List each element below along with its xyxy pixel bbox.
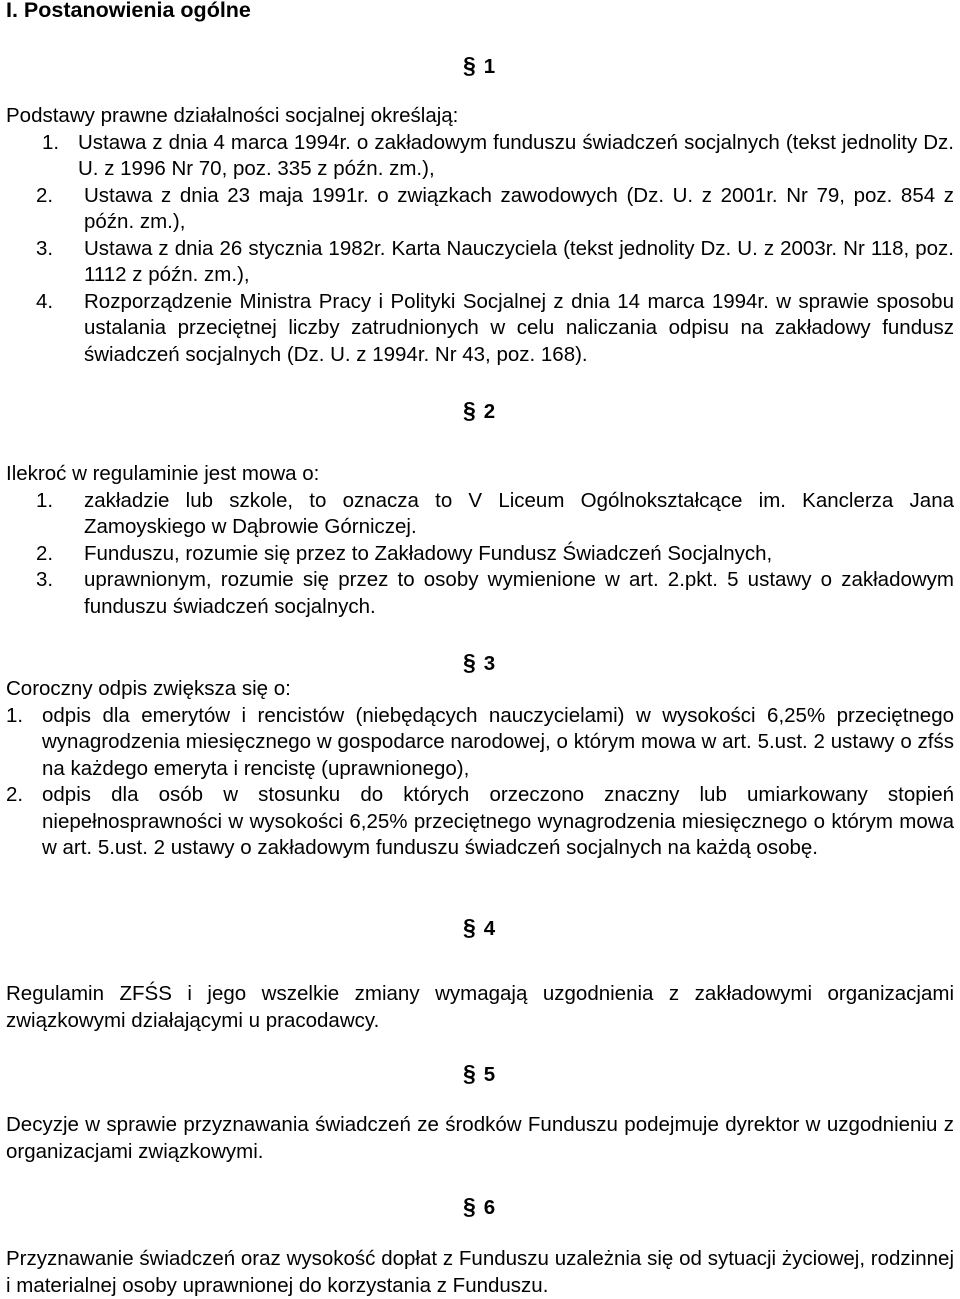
list-item: 4. Rozporządzenie Ministra Pracy i Polityki Socjalnej z dnia 14 marca 1994r. w sprawie sposobu ustalania przeciętnej liczby zatrudnionych w celu naliczania odpisu na zakładowy fundusz świadczeń socjalnych (Dz. U. z 1994r. Nr 43, poz. 168). xyxy=(36,289,954,366)
section-4-heading xyxy=(463,914,495,943)
section-number: 2 xyxy=(483,400,496,423)
section-number: 4 xyxy=(483,917,496,940)
section-2-heading xyxy=(463,397,495,426)
list-item: 1. odpis dla emerytów i rencistów (niebędących nauczycielami) w wysokości 6,25% przeciętnego wynagrodzenia miesięcznego w gospodarce narodowej, o którym mowa w art. 5.ust. 2 ustawy o zfśs na każdego emeryta i rencistę (uprawnionego), xyxy=(6,703,954,780)
section-1-intro: Podstawy prawne działalności socjalnej określają: xyxy=(6,104,459,127)
section-number: 6 xyxy=(483,1196,496,1219)
section-5-heading xyxy=(463,1060,495,1089)
section-6-text: Przyznawanie świadczeń oraz wysokość dopłat z Funduszu uzależnia się od sytuacji życiowej, rodzinnej i materialnej osoby uprawnionej do korzystania z Funduszu. xyxy=(6,1247,954,1297)
list-item: 1. zakładzie lub szkole, to oznacza to V Liceum Ogólnokształcące im. Kanclerza Jana Zamoyskiego w Dąbrowie Górniczej. xyxy=(36,488,954,538)
section-symbol: § xyxy=(463,52,476,78)
section-2-intro: Ilekroć w regulaminie jest mowa o: xyxy=(6,462,320,485)
section-1-body xyxy=(6,103,954,368)
list-item: 3. uprawnionym, rozumie się przez to osoby wymienione w art. 2.pkt. 5 ustawy o zakładowym funduszu świadczeń socjalnych. xyxy=(36,568,954,618)
section-symbol: § xyxy=(463,1060,476,1086)
list-item: 2. Funduszu, rozumie się przez to Zakładowy Fundusz Świadczeń Socjalnych, xyxy=(36,541,773,565)
section-3-heading xyxy=(463,649,495,678)
section-2-body xyxy=(6,461,954,620)
section-symbol: § xyxy=(463,1193,476,1219)
section-symbol: § xyxy=(463,649,476,675)
section-5-text: Decyzje w sprawie przyznawania świadczeń ze środków Funduszu podejmuje dyrektor w uzgodnieniu z organizacjami związkowymi. xyxy=(6,1113,954,1163)
section-number: 3 xyxy=(483,652,496,675)
section-4-text: Regulamin ZFŚS i jego wszelkie zmiany wymagają uzgodnienia z zakładowymi organizacjami związkowymi działającymi u pracodawcy. xyxy=(6,982,954,1032)
list-item: 2. odpis dla osób w stosunku do których orzeczono znaczny lub umiarkowany stopień niepełnosprawności w wysokości 6,25% przeciętnego wynagrodzenia miesięcznego o którym mowa w art. 5.ust. 2 ustawy o zakładowym funduszu świadczeń socjalnych na każdą osobę. xyxy=(6,783,954,859)
list-item: 2. Ustawa z dnia 23 maja 1991r. o związkach zawodowych (Dz. U. z 2001r. Nr 79, poz. 854 z późn. zm.), xyxy=(36,183,954,233)
section-6-heading xyxy=(463,1193,495,1222)
section-symbol: § xyxy=(463,397,476,423)
section-number: 1 xyxy=(483,55,496,78)
list-item: 1. Ustawa z dnia 4 marca 1994r. o zakładowym funduszu świadczeń socjalnych (tekst jednolity Dz. U. z 1996 Nr 70, poz. 335 z późn. zm.), xyxy=(42,130,954,180)
section-1-heading xyxy=(463,52,495,81)
list-item: 3. Ustawa z dnia 26 stycznia 1982r. Karta Nauczyciela (tekst jednolity Dz. U. z 2003r. Nr 118, poz. 1112 z późn. zm.), xyxy=(36,236,954,286)
section-symbol: § xyxy=(463,914,476,940)
section-3-intro: Coroczny odpis zwiększa się o: xyxy=(6,677,291,700)
section-3-body xyxy=(6,676,954,862)
section-number: 5 xyxy=(483,1063,496,1086)
chapter-heading: I. Postanowienia ogólne xyxy=(6,0,251,22)
